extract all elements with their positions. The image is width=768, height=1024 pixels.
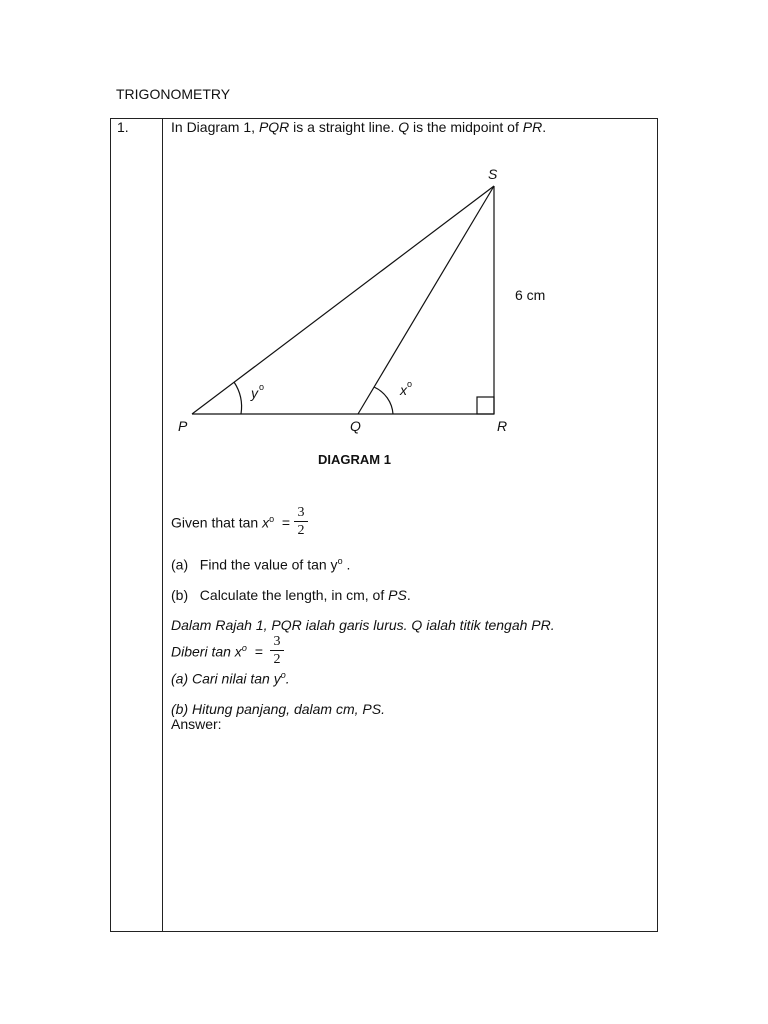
malay-given-numerator: 3 bbox=[273, 634, 281, 649]
line-ps bbox=[192, 186, 494, 414]
label-p: P bbox=[178, 418, 188, 434]
side-label-rs: 6 cm bbox=[515, 287, 546, 303]
malay-given-fraction bbox=[270, 634, 284, 667]
malay-a-deg: o bbox=[280, 670, 286, 680]
angle-degree-y: o bbox=[259, 382, 265, 392]
malay-given bbox=[171, 643, 263, 660]
label-s: S bbox=[488, 166, 498, 182]
given-prefix: Given that tan bbox=[171, 514, 263, 531]
intro-prefix: In Diagram 1, bbox=[171, 119, 259, 135]
part-a-label: (a) bbox=[171, 556, 189, 573]
part-a-text: Find the value of tan y bbox=[199, 556, 338, 573]
given-denominator: 2 bbox=[297, 523, 305, 538]
malay-intro: Dalam Rajah 1, PQR ialah garis lurus. Q ialah titik tengah PR. bbox=[171, 617, 555, 633]
malay-given-eq: = bbox=[254, 643, 263, 660]
question-number: 1. bbox=[117, 119, 129, 135]
fraction-bar bbox=[270, 650, 284, 651]
malay-part-a bbox=[171, 670, 290, 687]
given-line bbox=[171, 514, 290, 531]
label-q: Q bbox=[350, 418, 361, 434]
intro-end: . bbox=[542, 119, 547, 135]
label-r: R bbox=[497, 418, 508, 434]
angle-degree-x: o bbox=[407, 379, 413, 389]
malay-given-denominator: 2 bbox=[273, 652, 281, 667]
part-a bbox=[171, 556, 350, 573]
part-b-text: Calculate the length, in cm, of bbox=[199, 587, 389, 603]
part-a-end: . bbox=[342, 556, 351, 573]
angle-arc-y bbox=[234, 382, 242, 414]
malay-part-b: (b) Hitung panjang, dalam cm, PS. bbox=[171, 701, 385, 717]
answer-label: Answer: bbox=[171, 716, 222, 732]
malay-given-deg: o bbox=[241, 643, 247, 653]
malay-given-prefix: Diberi tan x bbox=[171, 643, 242, 660]
malay-a-text: (a) Cari nilai tan y bbox=[171, 670, 281, 687]
given-var: x bbox=[262, 514, 270, 531]
given-numerator: 3 bbox=[297, 505, 305, 520]
given-deg: o bbox=[269, 514, 275, 524]
right-angle-marker bbox=[477, 397, 494, 414]
intro-mid1: is a straight line. bbox=[289, 119, 399, 135]
part-b-label: (b) bbox=[171, 587, 189, 603]
intro-mid2: is the midpoint of bbox=[409, 119, 523, 135]
part-b-ps: PS bbox=[388, 587, 407, 603]
given-eq: = bbox=[281, 514, 291, 531]
angle-label-y: y bbox=[251, 385, 258, 401]
part-b-end: . bbox=[406, 587, 411, 603]
malay-a-end: . bbox=[285, 670, 290, 687]
given-fraction bbox=[294, 505, 308, 538]
part-a-deg: o bbox=[337, 556, 343, 566]
intro-q: Q bbox=[398, 119, 410, 135]
line-qs bbox=[358, 186, 494, 414]
angle-arc-x bbox=[374, 387, 393, 414]
part-b bbox=[171, 587, 411, 603]
fraction-bar bbox=[294, 521, 308, 522]
intro-pqr: PQR bbox=[258, 119, 290, 135]
angle-label-x: x bbox=[400, 382, 407, 398]
page-heading: TRIGONOMETRY bbox=[116, 86, 231, 102]
intro-pr: PR bbox=[522, 119, 543, 135]
diagram-title: DIAGRAM 1 bbox=[318, 452, 391, 467]
